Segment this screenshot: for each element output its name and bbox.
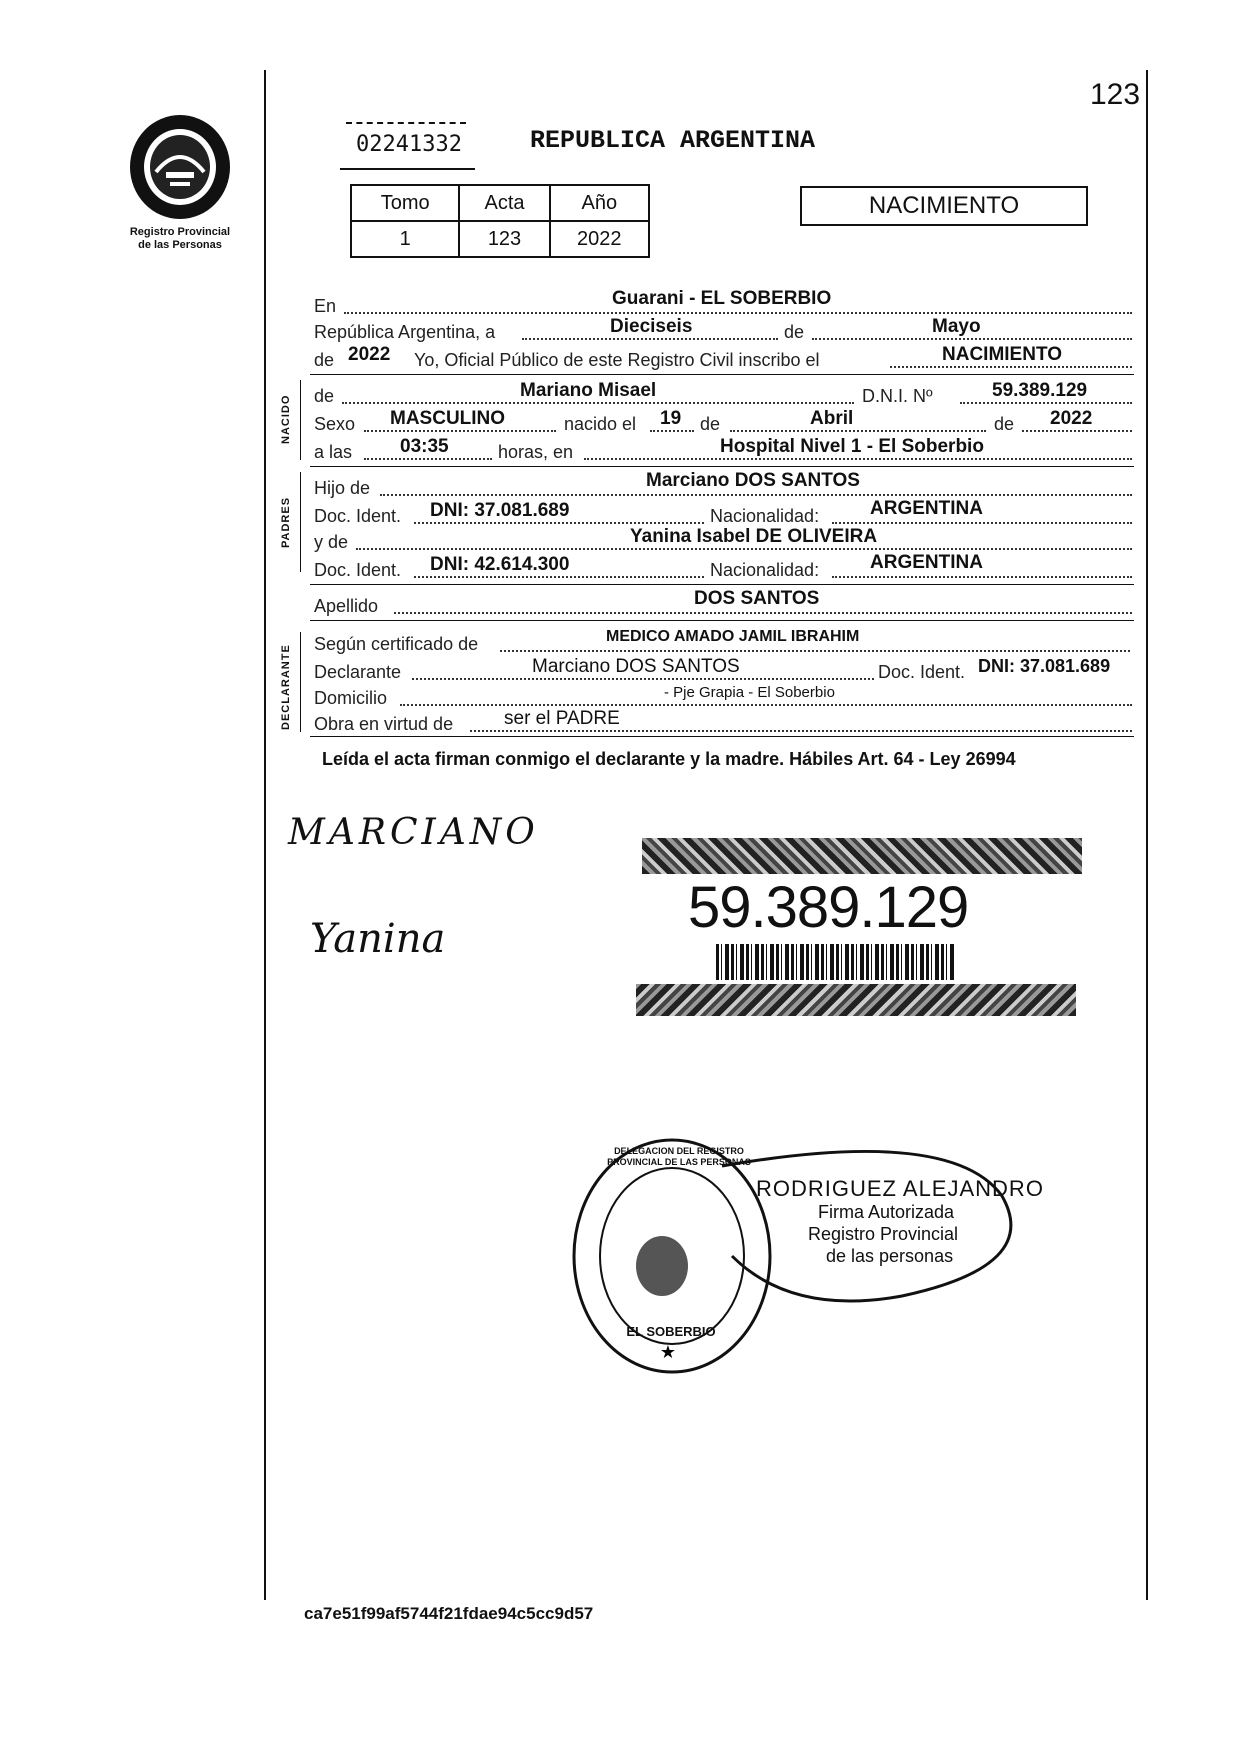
value-time: 03:35 <box>400 436 449 457</box>
label-de-month: de <box>784 322 805 342</box>
row-divider <box>310 736 1134 737</box>
sticker-pattern-bottom <box>636 984 1076 1016</box>
label-doc-ident-mother: Doc. Ident. <box>314 560 402 580</box>
dots <box>380 494 1132 496</box>
value-birth-day: 19 <box>660 408 682 429</box>
left-frame-line <box>264 70 266 1600</box>
stamp-ring-bottom: EL SOBERBIO <box>626 1324 716 1339</box>
dni-sticker <box>636 838 1084 1016</box>
dots <box>394 612 1132 614</box>
serial-number: 02241332 <box>356 132 462 157</box>
label-a-las: a las <box>314 442 353 462</box>
label-en: En <box>314 296 337 316</box>
label-domicilio: Domicilio <box>314 688 388 708</box>
label-dni: D.N.I. Nº <box>862 386 933 406</box>
book-table-header: Acta <box>459 185 549 221</box>
value-certificate: MEDICO AMADO JAMIL IBRAHIM <box>606 628 860 645</box>
dots <box>832 522 1132 524</box>
label-sexo: Sexo <box>314 414 356 434</box>
sticker-number: 59.389.129 <box>688 875 969 940</box>
dots <box>342 402 854 404</box>
label-horas-en: horas, en <box>498 442 574 462</box>
value-declarant: Marciano DOS SANTOS <box>532 656 740 677</box>
registry-caption-line: Registro Provincial <box>129 226 231 238</box>
label-declarante: Declarante <box>314 662 402 682</box>
dots <box>650 430 694 432</box>
dots <box>812 338 1132 340</box>
sticker-pattern-top <box>642 838 1082 874</box>
value-capacity: ser el PADRE <box>504 708 620 729</box>
province-logo <box>126 112 234 222</box>
value-father-nat: ARGENTINA <box>870 498 983 519</box>
book-table-cell: 2022 <box>550 221 649 257</box>
right-frame-line <box>1146 70 1148 1600</box>
value-address: - Pje Grapia - El Soberbio <box>664 684 835 701</box>
label-de-birth-month: de <box>700 414 721 434</box>
label-de-year: de <box>314 350 335 370</box>
record-type-box <box>800 186 1088 226</box>
value-place: Guarani - EL SOBERBIO <box>612 288 832 309</box>
stamp-official-line: de las personas <box>826 1246 954 1266</box>
value-mother-doc: DNI: 42.614.300 <box>430 554 570 575</box>
book-table-cell: 1 <box>351 221 459 257</box>
label-nacionalidad-father: Nacionalidad: <box>710 506 820 526</box>
dots <box>412 678 874 680</box>
label-de-name: de <box>314 386 335 406</box>
dots <box>414 522 704 524</box>
stamp-official-line: Firma Autorizada <box>818 1202 955 1222</box>
signature-mother: Yanina <box>310 916 446 962</box>
label-doc-ident-declarant: Doc. Ident. <box>878 662 966 682</box>
value-father: Marciano DOS SANTOS <box>646 470 860 491</box>
registry-caption-line: de las Personas <box>138 239 222 251</box>
closing-text: Leída el acta firman conmigo el declarante y la madre. Hábiles Art. 64 - Ley 26994 <box>322 749 1016 769</box>
dots <box>832 576 1132 578</box>
book-table-header: Tomo <box>351 185 459 221</box>
dots <box>400 704 1132 706</box>
value-day: Dieciseis <box>610 316 693 337</box>
book-table <box>350 184 650 258</box>
official-stamp <box>572 1136 1062 1386</box>
section-label-padres: PADRES <box>280 496 292 548</box>
label-republica: República Argentina, a <box>314 322 496 342</box>
section-bracket-declarante <box>300 632 301 732</box>
registry-caption <box>100 226 260 252</box>
value-inscribe: NACIMIENTO <box>942 344 1062 365</box>
value-month: Mayo <box>932 316 981 337</box>
value-surname: DOS SANTOS <box>694 588 820 609</box>
svg-text:★: ★ <box>659 1342 677 1363</box>
value-name: Mariano Misael <box>520 380 657 401</box>
dots <box>356 548 1132 550</box>
book-table-cell: 123 <box>459 221 549 257</box>
dots <box>1022 430 1132 432</box>
dots <box>890 366 1132 368</box>
value-birth-month: Abril <box>810 408 854 429</box>
dots <box>960 402 1132 404</box>
page-number: 123 <box>1090 78 1141 111</box>
value-mother-nat: ARGENTINA <box>870 552 983 573</box>
section-bracket-padres <box>300 472 301 572</box>
dots <box>730 430 986 432</box>
label-nacionalidad-mother: Nacionalidad: <box>710 560 820 580</box>
dots <box>364 430 556 432</box>
signature-declarant: MARCIANO <box>288 812 539 853</box>
stamp-ring-top: DELEGACION DEL REGISTRO PROVINCIAL DE LAS PERSONAS <box>607 1146 751 1167</box>
dots <box>470 730 1132 732</box>
dots <box>344 312 1132 314</box>
stamp-official-line: Registro Provincial <box>808 1224 959 1244</box>
row-divider <box>310 374 1134 375</box>
row-divider <box>310 620 1134 621</box>
label-yo: Yo, Oficial Público de este Registro Civil inscribo el <box>414 350 820 370</box>
dots <box>364 458 492 460</box>
value-year: 2022 <box>348 344 391 365</box>
value-sex: MASCULINO <box>390 408 506 429</box>
barcode <box>716 944 956 980</box>
label-nacido-el: nacido el <box>564 414 637 434</box>
value-mother: Yanina Isabel DE OLIVEIRA <box>630 526 878 547</box>
section-bracket-nacido <box>300 380 301 460</box>
value-father-doc: DNI: 37.081.689 <box>430 500 570 521</box>
book-table-header: Año <box>550 185 649 221</box>
section-label-declarante: DECLARANTE <box>280 644 292 730</box>
section-label-nacido: NACIDO <box>280 394 292 444</box>
row-divider <box>310 584 1134 585</box>
value-place-birth: Hospital Nivel 1 - El Soberbio <box>720 436 984 457</box>
serial-underline <box>340 168 475 170</box>
document-header: REPUBLICA ARGENTINA <box>530 126 816 155</box>
record-type: NACIMIENTO <box>868 192 1020 219</box>
value-dni: 59.389.129 <box>992 380 1088 401</box>
label-de-birth-year: de <box>994 414 1015 434</box>
dots <box>584 458 1132 460</box>
document-hash: ca7e51f99af5744f21fdae94c5cc9d57 <box>304 1604 594 1623</box>
row-divider <box>310 466 1134 467</box>
dots <box>500 650 1130 652</box>
label-hijo-de: Hijo de <box>314 478 371 498</box>
value-birth-year: 2022 <box>1050 408 1093 429</box>
label-doc-ident-father: Doc. Ident. <box>314 506 402 526</box>
label-segun: Según certificado de <box>314 634 479 654</box>
dots <box>414 576 704 578</box>
stamp-official-name: RODRIGUEZ ALEJANDRO <box>756 1176 1044 1201</box>
serial-dash-top <box>346 122 466 126</box>
label-y-de: y de <box>314 532 349 552</box>
dots <box>522 338 778 340</box>
value-declarant-doc: DNI: 37.081.689 <box>978 656 1111 676</box>
label-obra: Obra en virtud de <box>314 714 454 734</box>
label-apellido: Apellido <box>314 596 379 616</box>
